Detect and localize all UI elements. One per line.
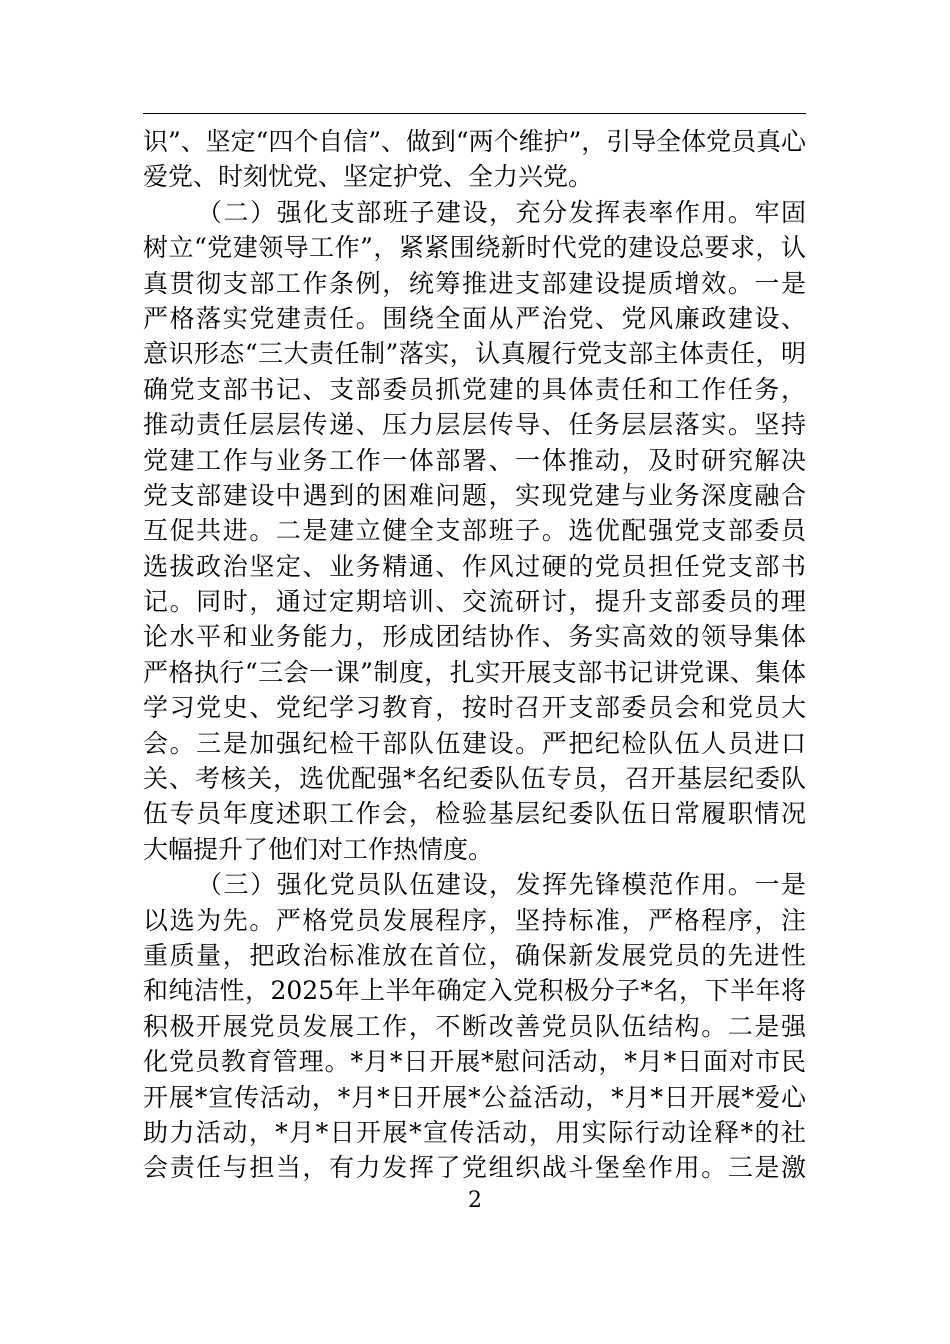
- text-line-27: 化党员教育管理。*月*日开展*慰问活动，*月*日面对市民: [143, 1047, 806, 1077]
- text-line-10: 党建工作与业务工作一体部署、一体推动，及时研究解决: [143, 445, 806, 475]
- text-line-23: 以选为先。严格党员发展程序，坚持标准，严格程序，注: [143, 905, 806, 935]
- text-line-9: 推动责任层层传递、压力层层传导、任务层层落实。坚持: [143, 410, 806, 440]
- text-line-13: 选拔政治坚定、业务精通、作风过硬的党员担任党支部书: [143, 551, 806, 581]
- text-line-22: （三）强化党员队伍建设，发挥先锋模范作用。一是: [197, 870, 806, 900]
- text-line-8: 确党支部书记、支部委员抓党建的具体责任和工作任务，: [143, 374, 806, 404]
- page-number: 2: [468, 1188, 482, 1213]
- text-line-7: 意识形态“三大责任制”落实，认真履行党支部主体责任，明: [143, 339, 806, 369]
- text-line-12: 互促共进。二是建立健全支部班子。选优配强党支部委员: [143, 516, 806, 546]
- text-line-6: 严格落实党建责任。围绕全面从严治党、党风廉政建设、: [143, 303, 806, 333]
- text-line-11: 党支部建设中遇到的困难问题，实现党建与业务深度融合: [143, 480, 806, 510]
- text-line-20: 伍专员年度述职工作会，检验基层纪委队伍日常履职情况: [143, 799, 806, 829]
- text-line-2: 爱党、时刻忧党、坚定护党、全力兴党。: [143, 162, 594, 192]
- text-line-29: 助力活动，*月*日开展*宣传活动，用实际行动诠释*的社: [143, 1117, 806, 1147]
- text-line-19: 关、考核关，选优配强*名纪委队伍专员，召开基层纪委队: [143, 764, 806, 794]
- text-line-24: 重质量，把政治标准放在首位，确保新发展党员的先进性: [143, 940, 806, 970]
- text-line-16: 严格执行“三会一课”制度，扎实开展支部书记讲党课、集体: [143, 657, 806, 687]
- text-line-30: 会责任与担当，有力发挥了党组织战斗堡垒作用。三是激: [143, 1153, 806, 1183]
- text-line-5: 真贯彻支部工作条例，统筹推进支部建设提质增效。一是: [143, 268, 806, 298]
- text-line-14: 记。同时，通过定期培训、交流研讨，提升支部委员的理: [143, 587, 806, 617]
- text-line-4: 树立“党建领导工作”，紧紧围绕新时代党的建设总要求，认: [143, 233, 806, 263]
- text-line-1: 识”、坚定“四个自信”、做到“两个维护”，引导全体党员真心: [143, 127, 806, 156]
- text-line-25: 和纯洁性，2025年上半年确定入党积极分子*名，下半年将: [143, 976, 806, 1006]
- text-line-15: 论水平和业务能力，形成团结协作、务实高效的领导集体: [143, 622, 806, 652]
- text-line-28: 开展*宣传活动，*月*日开展*公益活动，*月*日开展*爱心: [143, 1082, 806, 1112]
- text-line-17: 学习党史、党纪学习教育，按时召开支部委员会和党员大: [143, 693, 806, 723]
- text-line-18: 会。三是加强纪检干部队伍建设。严把纪检队伍人员进口: [143, 728, 806, 758]
- text-line-3: （二）强化支部班子建设，充分发挥表率作用。牢固: [197, 197, 806, 227]
- text-line-26: 积极开展党员发展工作，不断改善党员队伍结构。二是强: [143, 1011, 806, 1041]
- document-body: [143, 124, 806, 1186]
- text-line-21: 大幅提升了他们对工作热情度。: [143, 834, 494, 864]
- header-rule: [143, 113, 806, 114]
